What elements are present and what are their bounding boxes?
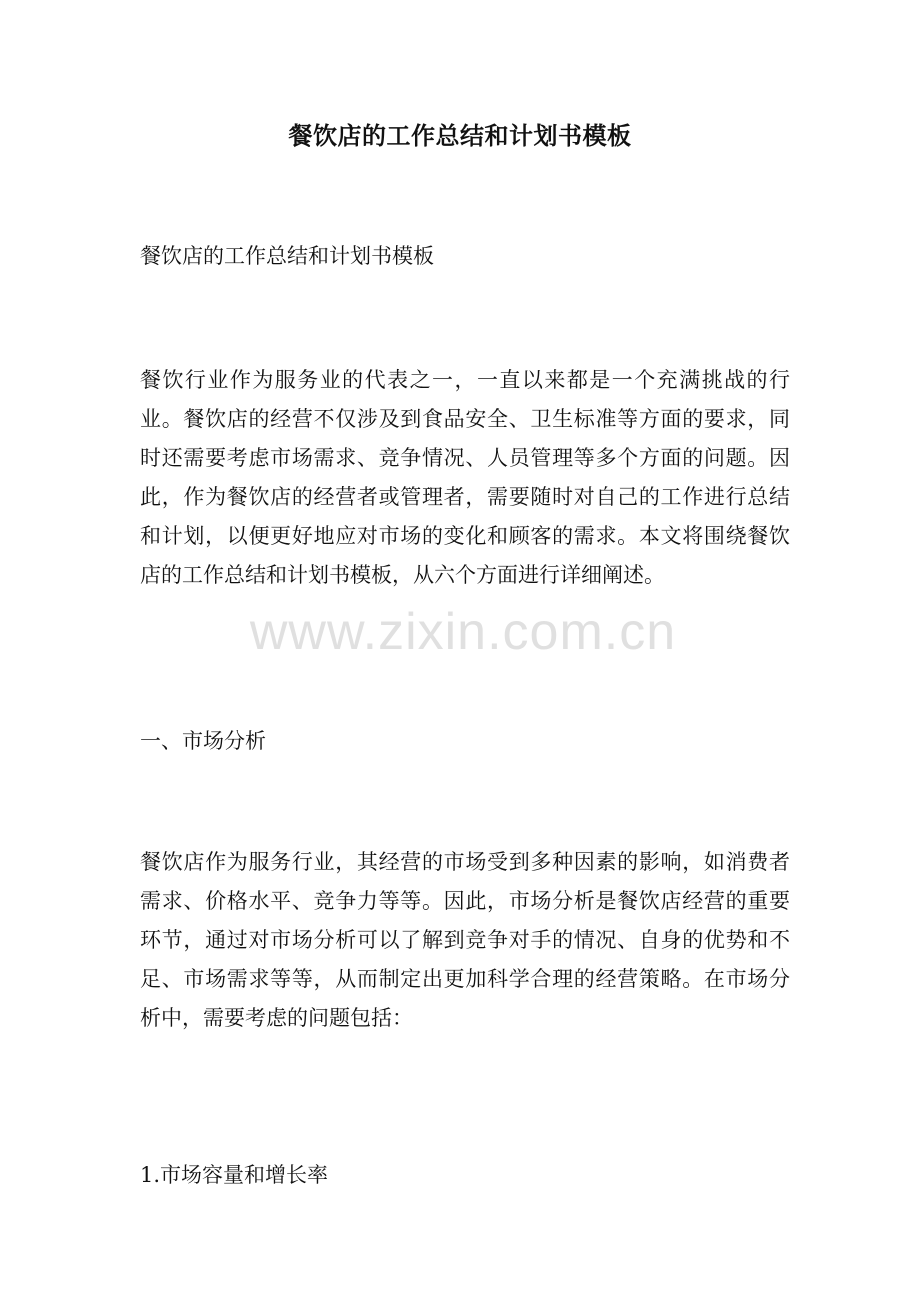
list-item-market-capacity: 1.市场容量和增长率 — [140, 1163, 329, 1187]
market-analysis-paragraph: 餐饮店作为服务行业，其经营的市场受到多种因素的影响，如消费者需求、价格水平、竞争力等等。因此，市场分析是餐饮店经营的重要环节，通过对市场分析可以了解到竞争对手的情况、自身的优势和不足、市场需求等等，从而制定出更加科学合理的经营策略。在市场分析中，需要考虑的问题包括： — [140, 850, 790, 1030]
intro-paragraph: 餐饮行业作为服务业的代表之一，一直以来都是一个充满挑战的行业。餐饮店的经营不仅涉及到食品安全、卫生标准等方面的要求，同时还需要考虑市场需求、竞争情况、人员管理等多个方面的问题。因此，作为餐饮店的经营者或管理者，需要随时对自己的工作进行总结和计划，以便更好地应对市场的变化和顾客的需求。本文将围绕餐饮店的工作总结和计划书模板，从六个方面进行详细阐述。 — [140, 368, 790, 587]
section-heading-market-analysis: 一、市场分析 — [140, 729, 266, 753]
document-title: 餐饮店的工作总结和计划书模板 — [288, 121, 632, 150]
watermark: www.zixin.com.cn — [249, 603, 677, 661]
document-subtitle: 餐饮店的工作总结和计划书模板 — [140, 244, 434, 268]
